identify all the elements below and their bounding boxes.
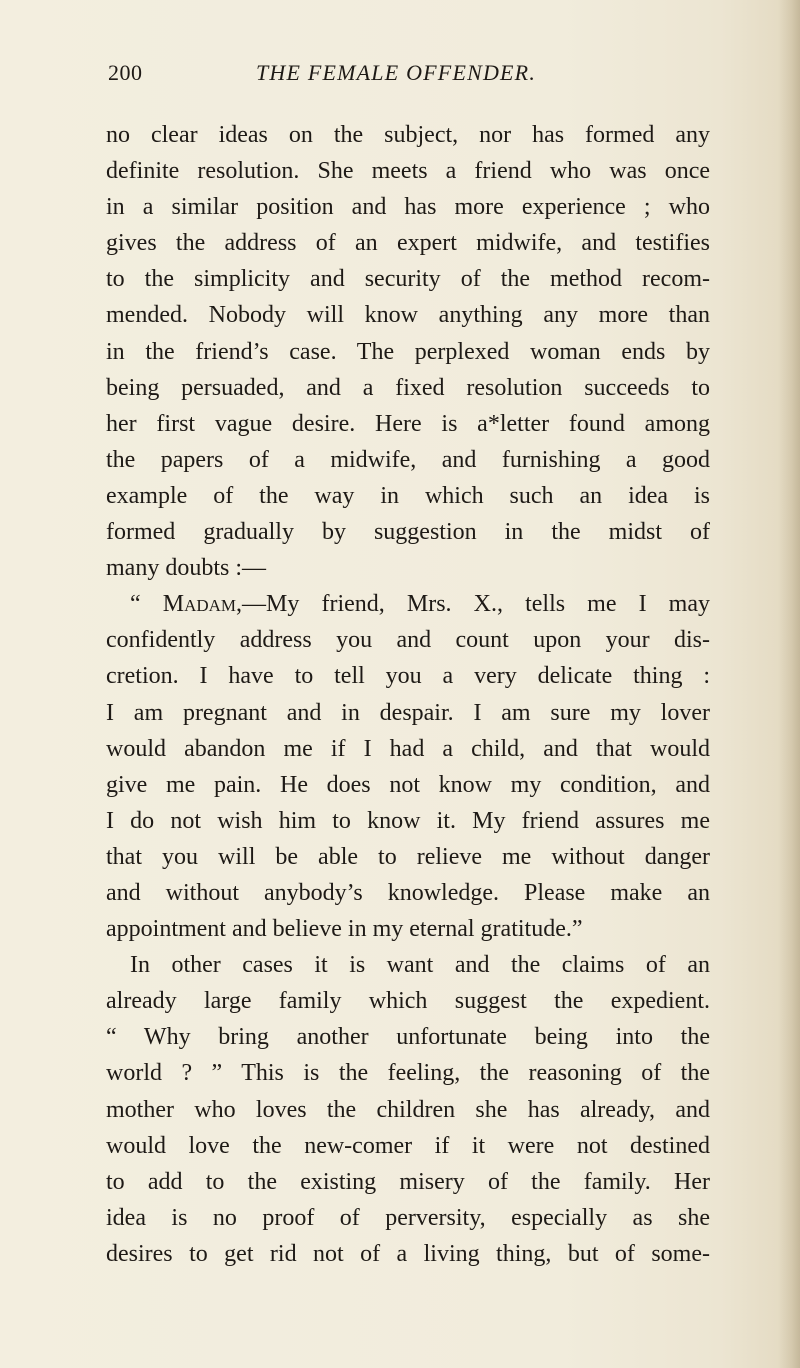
text-line: definite resolution. She meets a friend who was once [106, 158, 710, 185]
letter-first-line-text: —My friend, Mrs. X., tells me I may [242, 591, 710, 618]
letter-first-line [106, 586, 710, 622]
text-line: to the simplicity and security of the method recom- [106, 266, 710, 293]
text-line: appointment and believe in my eternal gratitude.” [106, 916, 583, 943]
text-line: the papers of a midwife, and furnishing a good [106, 446, 710, 473]
text-line: “ Why bring another unfortunate being into the [106, 1024, 710, 1051]
text-line: no clear ideas on the subject, nor has formed any [106, 122, 710, 148]
text-line: cretion. I have to tell you a very delicate thing : [106, 663, 710, 690]
text-line: many doubts :— [106, 555, 266, 582]
text-line: idea is no proof of perversity, especially as she [106, 1204, 710, 1231]
text-line: being persuaded, and a fixed resolution succeeds to [106, 374, 710, 401]
text-line: her first vague desire. Here is a*letter found among [106, 410, 710, 437]
text-line: give me pain. He does not know my condition, and [106, 771, 710, 798]
text-line: mother who loves the children she has already, and [106, 1096, 710, 1123]
text-line: world ? ” This is the feeling, the reasoning of the [106, 1060, 710, 1087]
text-line: would love the new-comer if it were not destined [106, 1132, 710, 1159]
text-line: gives the address of an expert midwife, and testifies [106, 230, 710, 257]
text-line: I do not wish him to know it. My friend assures me [106, 807, 710, 834]
text-line: would abandon me if I had a child, and that would [106, 735, 710, 762]
text-line: to add to the existing misery of the family. Her [106, 1168, 710, 1195]
page-edge-shadow [778, 0, 800, 1368]
text-line: that you will be able to relieve me without danger [106, 843, 710, 870]
text-line: formed gradually by suggestion in the midst of [106, 519, 710, 546]
text-line: and without anybody’s knowledge. Please make an [106, 879, 710, 906]
body-text [106, 117, 710, 1272]
text-line: confidently address you and count upon your dis- [106, 627, 710, 654]
text-line: mended. Nobody will know anything any more than [106, 302, 710, 329]
text-line: In other cases it is want and the claims of an [130, 952, 710, 979]
page-number: 200 [108, 60, 143, 85]
salutation: Madam, [162, 591, 243, 618]
text-line: in a similar position and has more experience ; who [106, 194, 710, 221]
text-line: already large family which suggest the expedient. [106, 988, 710, 1015]
text-line: example of the way in which such an idea is [106, 482, 710, 509]
running-title: THE FEMALE OFFENDER. [256, 60, 537, 85]
text-line: in the friend’s case. The perplexed woman ends by [106, 338, 710, 365]
running-head [108, 60, 706, 90]
open-quote: “ [130, 591, 163, 618]
text-line: I am pregnant and in despair. I am sure my lover [106, 699, 710, 726]
text-line: desires to get rid not of a living thing, but of some- [106, 1240, 710, 1267]
